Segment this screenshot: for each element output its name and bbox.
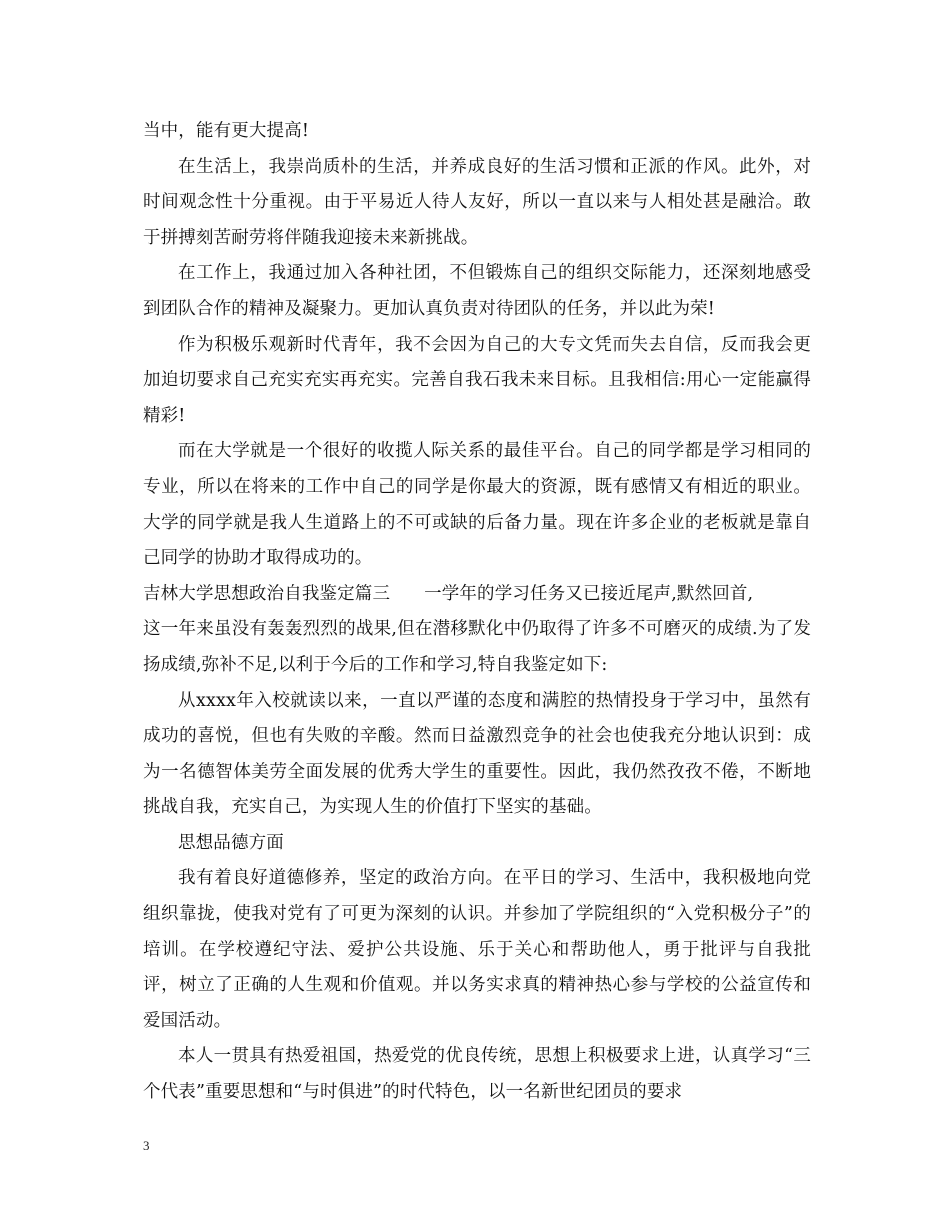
paragraph-life: 在生活上，我崇尚质朴的生活，并养成良好的生活习惯和正派的作风。此外，对时间观念性十分重视。由于平易近人待人友好，所以一直以来与人相处甚是融洽。敢于拼搏刻苦耐劳将伴随我迎接未来新挑战。 — [143, 156, 811, 248]
section-title: 吉林大学思想政治自我鉴定篇三 — [143, 583, 391, 604]
paragraph-university: 而在大学就是一个很好的收揽人际关系的最佳平台。自己的同学都是学习相同的专业，所以在将来的工作中自己的同学是你最大的资源，既有感情又有相近的职业。大学的同学就是我人生道路上的不可或缺的后备力量。现在许多企业的老板就是靠自己同学的协助才取得成功的。 — [143, 441, 811, 569]
paragraph-attitude: 作为积极乐观新时代青年，我不会因为自己的大专文凭而失去自信，反而我会更加迫切要求自己充实充实再充实。完善自我石我未来目标。且我相信:用心一定能赢得精彩! — [143, 334, 811, 426]
section-first-line: 一学年的学习任务又已接近尾声,默然回首, — [424, 583, 754, 604]
paragraph-study: 从xxxx年入校就读以来，一直以严谨的态度和满腔的热情投身于学习中，虽然有成功的喜悦，但也有失败的辛酸。然而日益激烈竞争的社会也使我充分地认识到：成为一名德智体美劳全面发展的优秀大学生的重要性。因此，我仍然孜孜不倦，不断地挑战自我，充实自己，为实现人生的价值打下坚实的基础。 — [143, 690, 811, 818]
paragraph-moral: 我有着良好道德修养，坚定的政治方向。在平日的学习、生活中，我积极地向党组织靠拢，使我对党有了可更为深刻的认识。并参加了学院组织的“入党积极分子”的培训。在学校遵纪守法、爱护公共设施、乐于关心和帮助他人，勇于批评与自我批评，树立了正确的人生观和价值观。并以务实求真的精神热心参与学校的公益宣传和爱国活动。 — [143, 868, 811, 1031]
document-body — [143, 114, 811, 1111]
section-intro-paragraph: 这一年来虽没有轰轰烈烈的战果,但在潜移默化中仍取得了许多不可磨灭的成绩.为了发扬成绩,弥补不足,以利于今后的工作和学习,特自我鉴定如下: — [143, 619, 811, 675]
page-number: 3 — [143, 1138, 150, 1153]
paragraph-work: 在工作上，我通过加入各种社团，不但锻炼自己的组织交际能力，还深刻地感受到团队合作的精神及凝聚力。更加认真负责对待团队的任务，并以此为荣! — [143, 263, 811, 319]
paragraph-patriotism: 本人一贯具有热爱祖国，热爱党的优良传统，思想上积极要求上进，认真学习“三个代表”重要思想和“与时俱进”的时代特色，以一名新世纪团员的要求 — [143, 1046, 811, 1103]
section-heading-line — [143, 577, 811, 613]
subheading-moral: 思想品德方面 — [178, 832, 284, 853]
paragraph-continuation: 当中，能有更大提高! — [143, 121, 310, 141]
